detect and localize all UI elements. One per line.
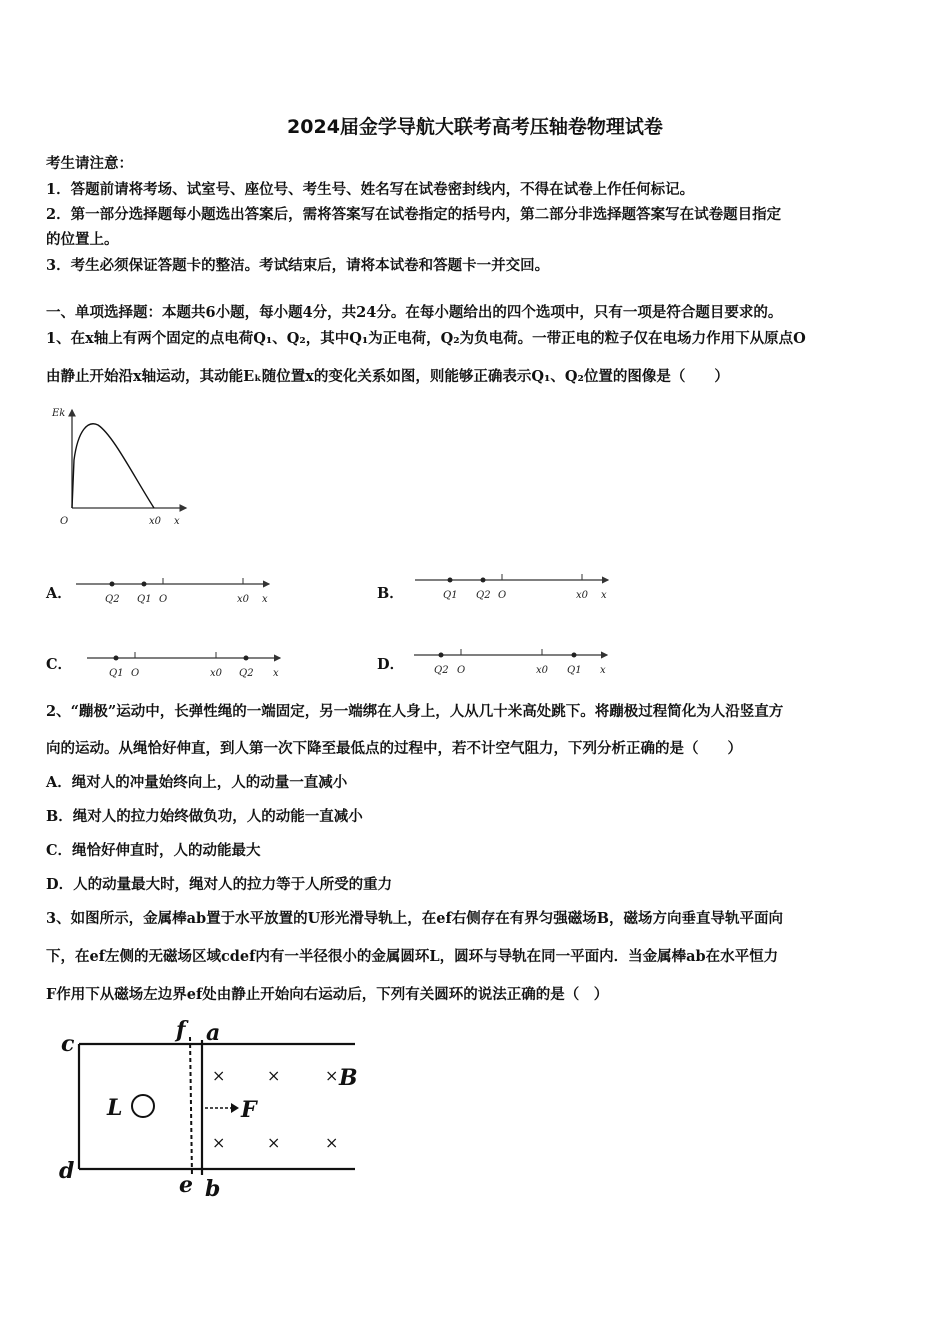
field-cross: × [325, 1066, 339, 1085]
charge-q2-dot [244, 656, 249, 661]
mark-label: Q2 [434, 665, 449, 676]
mark-label: Q1 [567, 665, 582, 676]
mark-label: O [498, 590, 507, 601]
mark-label: O [159, 594, 168, 605]
label-l: L [107, 1095, 123, 1121]
q2-line1: 2、“蹦极”运动中，长弹性绳的一端固定，另一端绑在人身上，人从几十米高处跳下。将蹦极过程简化为人沿竖直方 [46, 703, 784, 720]
q1-option-b-axis [413, 568, 613, 602]
charge-q2-dot [481, 578, 486, 583]
q1-option-d-axis [412, 643, 612, 677]
ek-label: Ek [52, 408, 66, 419]
charge-q1-dot [448, 578, 453, 583]
q2-option-c: C．绳恰好伸直时，人的动能最大 [46, 842, 261, 859]
origin-label: O [60, 516, 69, 527]
mark-label: x0 [536, 665, 549, 676]
x-label: x [174, 516, 180, 527]
q1-option-a-label: A． [46, 585, 72, 602]
label-b: b [205, 1176, 221, 1202]
q1-line2: 由静止开始沿x轴运动，其动能Eₖ随位置x的变化关系如图，则能够正确表示Q₁、Q₂位置的图像是（ ） [46, 368, 729, 385]
page-title: 2024届金学导航大联考高考压轴卷物理试卷 [287, 116, 663, 138]
mark-label: Q2 [476, 590, 491, 601]
x0-label: x0 [149, 516, 162, 527]
label-f-force: F [241, 1097, 257, 1123]
q1-option-d-label: D． [377, 656, 405, 673]
q3-line3: F作用下从磁场左边界ef处由静止开始向右运动后，下列有关圆环的说法正确的是（ ） [46, 986, 609, 1003]
notice-item: 的位置上。 [46, 231, 119, 248]
field-cross: × [267, 1133, 281, 1152]
mark-label: x0 [210, 668, 223, 679]
boundary-ef [190, 1037, 192, 1177]
charge-q1-dot [142, 582, 147, 587]
q1-option-c-axis [85, 646, 285, 680]
q2-line2: 向的运动。从绳恰好伸直，到人第一次下降至最低点的过程中，若不计空气阻力，下列分析正确的是（ ） [46, 740, 742, 757]
label-d: d [59, 1158, 75, 1184]
field-cross: × [267, 1066, 281, 1085]
q2-option-b: B．绳对人的拉力始终做负功，人的动能一直减小 [46, 808, 363, 825]
q3-line2: 下，在ef左侧的无磁场区域cdef内有一半径很小的金属圆环L，圆环与导轨在同一平面内．当金属棒ab在水平恒力 [46, 948, 779, 965]
mark-label: Q2 [239, 668, 254, 679]
q1-option-a-axis [74, 572, 274, 606]
mark-label: x [601, 590, 607, 601]
q2-option-a: A．绳对人的冲量始终向上，人的动量一直减小 [46, 774, 348, 791]
charge-q2-dot [110, 582, 115, 587]
notice-item: 1．答题前请将考场、试室号、座位号、考生号、姓名写在试卷密封线内，不得在试卷上作任何标记。 [46, 181, 695, 198]
mark-label: Q2 [105, 594, 120, 605]
q1-line1: 1、在x轴上有两个固定的点电荷Q₁、Q₂，其中Q₁为正电荷，Q₂为负电荷。一带正电的粒子仅在电场力作用下从原点O [46, 330, 806, 347]
mark-label: O [131, 668, 140, 679]
label-e: e [179, 1172, 193, 1198]
label-f: f [176, 1017, 186, 1043]
q1-option-b-label: B． [377, 585, 404, 602]
notice-item: 2．第一部分选择题每小题选出答案后，需将答案写在试卷指定的括号内，第二部分非选择题答案写在试卷题目指定 [46, 206, 782, 223]
mark-label: Q1 [109, 668, 124, 679]
charge-q1-dot [572, 653, 577, 658]
q3-rail-diagram [55, 1015, 365, 1205]
ek-curve [72, 424, 154, 508]
charge-q1-dot [114, 656, 119, 661]
section-heading: 一、单项选择题：本题共6小题，每小题4分，共24分。在每小题给出的四个选项中，只有一项是符合题目要求的。 [46, 304, 783, 321]
mark-label: x0 [576, 590, 589, 601]
mark-label: x [273, 668, 279, 679]
q2-option-d: D．人的动量最大时，绳对人的拉力等于人所受的重力 [46, 876, 393, 893]
notice-heading: 考生请注意： [46, 155, 133, 172]
field-cross: × [212, 1066, 226, 1085]
q3-line1: 3、如图所示，金属棒ab置于水平放置的U形光滑导轨上，在ef右侧存在有界匀强磁场B，磁场方向垂直导轨平面向 [46, 910, 783, 927]
mark-label: Q1 [443, 590, 458, 601]
mark-label: x [600, 665, 606, 676]
mark-label: Q1 [137, 594, 152, 605]
field-cross: × [325, 1133, 339, 1152]
label-c: c [61, 1031, 75, 1057]
label-b-field: B [339, 1065, 358, 1091]
charge-q2-dot [439, 653, 444, 658]
force-arrowhead [231, 1103, 239, 1113]
mark-label: x0 [237, 594, 250, 605]
notice-item: 3．考生必须保证答题卡的整洁。考试结束后，请将本试卷和答题卡一并交回。 [46, 257, 550, 274]
q1-ek-graph [48, 400, 198, 535]
mark-label: x [262, 594, 268, 605]
q1-option-c-label: C． [46, 656, 73, 673]
mark-label: O [457, 665, 466, 676]
ring-l [132, 1095, 154, 1117]
field-cross: × [212, 1133, 226, 1152]
label-a: a [206, 1020, 221, 1046]
